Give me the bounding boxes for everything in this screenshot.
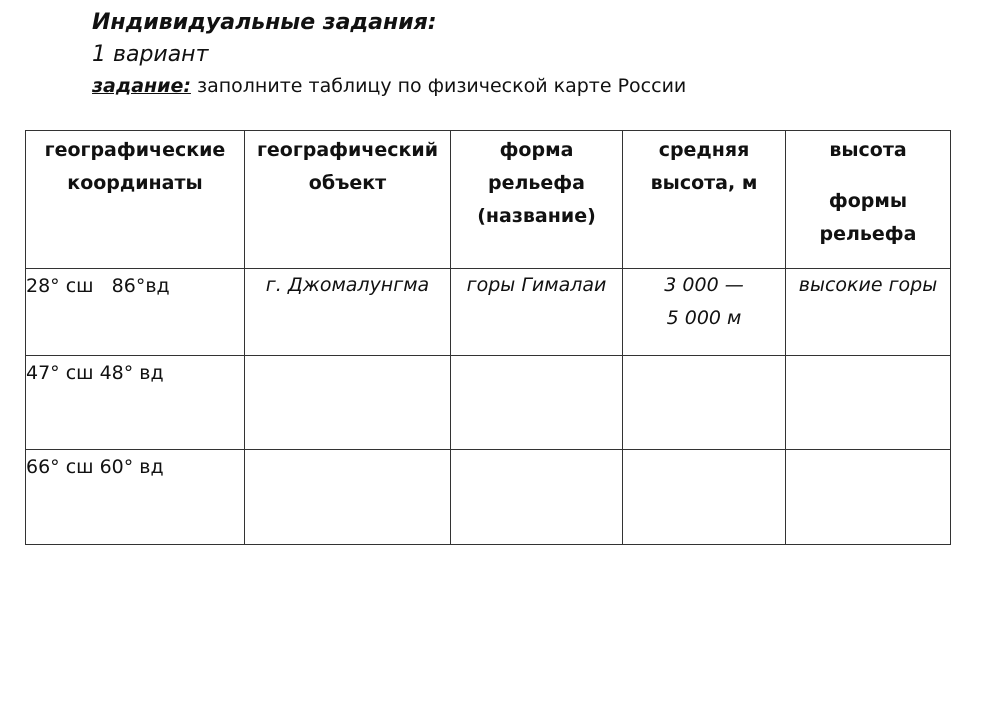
assignment-table: [25, 130, 951, 545]
header-text: рельефа: [488, 172, 585, 194]
task-text: заполните таблицу по физической карте России: [190, 75, 687, 97]
header-text: высота: [829, 139, 907, 161]
relief-cell: горы Гималаи: [451, 269, 623, 356]
header-text: средняя: [658, 139, 750, 161]
coordinates-cell: 28° сш 86°вд: [26, 269, 245, 356]
relief-cell[interactable]: [451, 356, 623, 450]
task-instruction: [92, 72, 686, 100]
header-text: географический: [256, 139, 439, 161]
header-text: (название): [477, 205, 596, 227]
object-cell[interactable]: [245, 450, 451, 545]
object-cell: г. Джомалунгма: [245, 269, 451, 356]
column-header-average-height: [623, 131, 786, 269]
average-height-line: 3 000 —: [664, 274, 744, 296]
height-form-cell: высокие горы: [786, 269, 951, 356]
height-form-cell[interactable]: [786, 356, 951, 450]
average-height-cell: [623, 269, 786, 356]
header-text: географические: [44, 139, 226, 161]
relief-cell[interactable]: [451, 450, 623, 545]
variant-label: 1 вариант: [92, 42, 209, 67]
coordinates-cell: 66° сш 60° вд: [26, 450, 245, 545]
table-header-row: [26, 131, 951, 269]
column-header-height-form: [786, 131, 951, 269]
height-form-cell[interactable]: [786, 450, 951, 545]
column-header-relief-form: [451, 131, 623, 269]
task-label: задание:: [92, 75, 191, 97]
header-text: рельефа: [819, 223, 917, 245]
header-text: высота, м: [650, 172, 758, 194]
page-title: Индивидуальные задания:: [92, 10, 437, 35]
table-row: [26, 450, 951, 545]
header-text: координаты: [67, 172, 203, 194]
average-height-line: 5 000 м: [666, 307, 742, 329]
column-header-coordinates: [26, 131, 245, 269]
worksheet-header: [92, 8, 686, 100]
column-header-object: [245, 131, 451, 269]
table-row: [26, 356, 951, 450]
header-text: форма: [499, 139, 574, 161]
table-row: [26, 269, 951, 356]
average-height-cell[interactable]: [623, 450, 786, 545]
average-height-cell[interactable]: [623, 356, 786, 450]
object-cell[interactable]: [245, 356, 451, 450]
header-text: объект: [308, 172, 387, 194]
coordinates-cell: 47° сш 48° вд: [26, 356, 245, 450]
header-spacer: [786, 167, 950, 185]
header-text: формы: [828, 190, 908, 212]
